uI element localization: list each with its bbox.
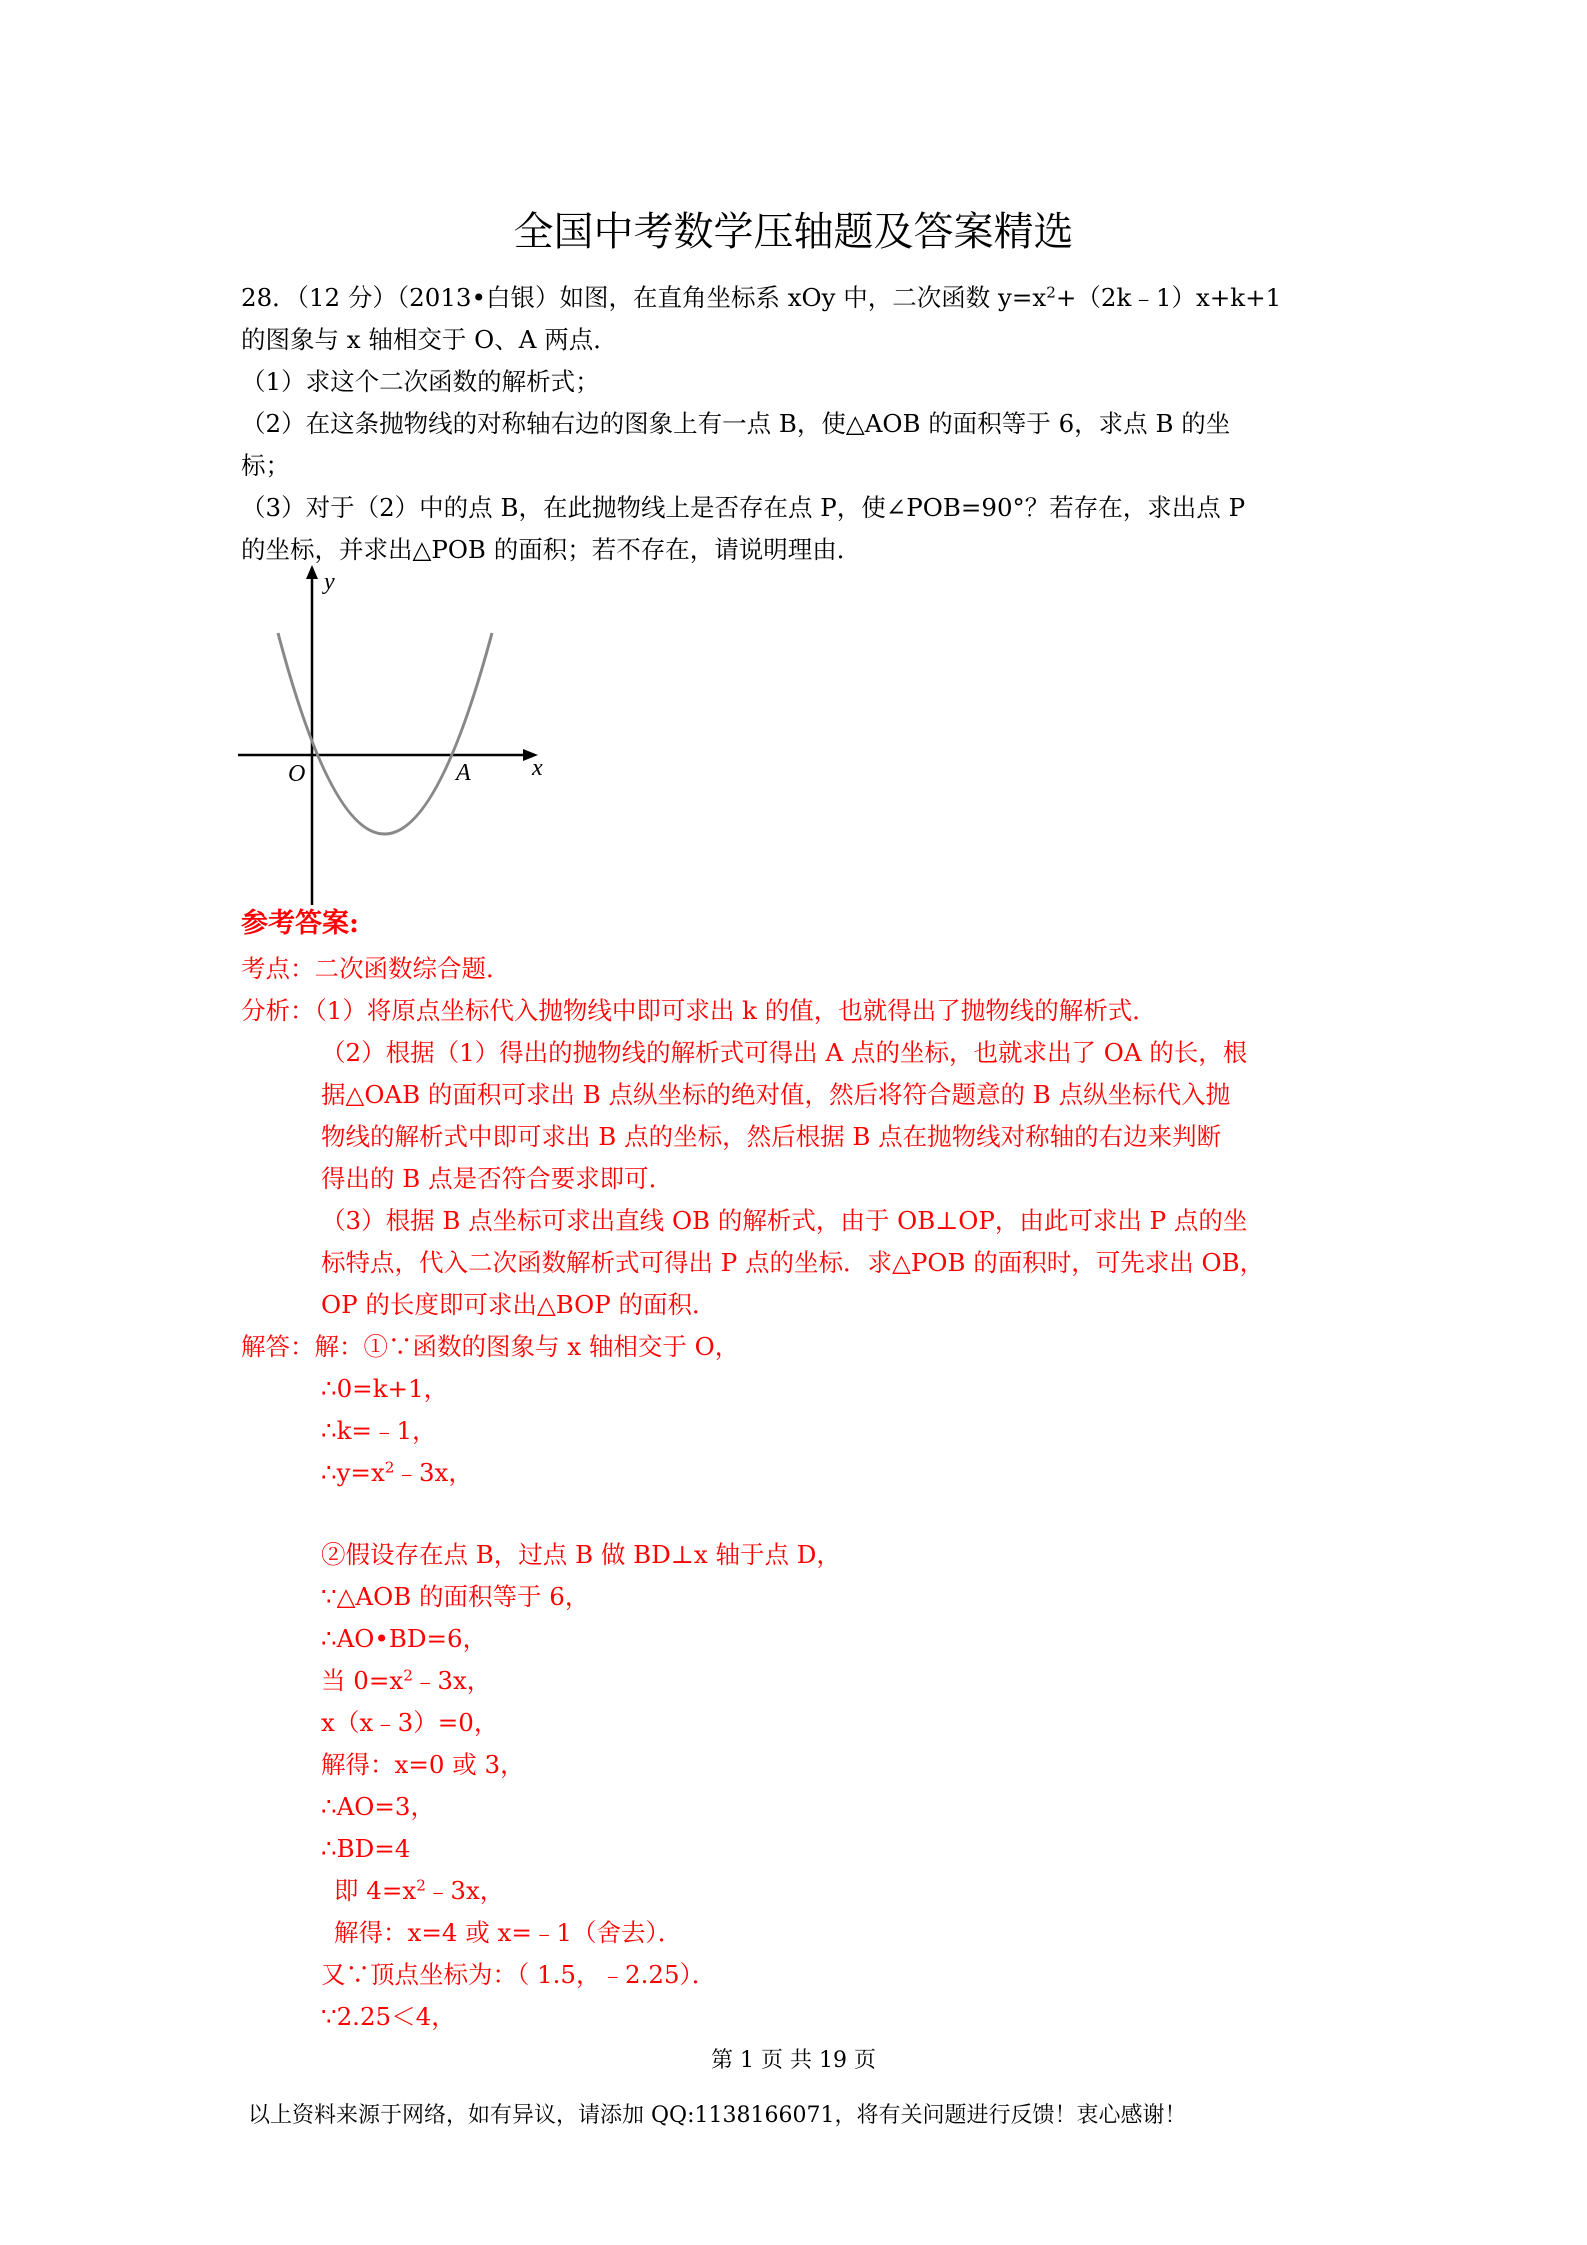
solution-step: ∵△AOB 的面积等于 6，	[321, 1582, 590, 1611]
page-number: 第 1 页 共 19 页	[711, 2048, 876, 2073]
question-line-1: 28．（12 分）（2013•白银）如图，在直角坐标系 xOy 中，二次函数 $y=x^2+(2k﹣1)x+k+1$	[241, 283, 1282, 312]
analysis-1: 分析：（1）将原点坐标代入抛物线中即可求出 k 的值，也就得出了抛物线的解析式．	[241, 996, 1157, 1025]
analysis-3-line-1: （3）根据 B 点坐标可求出直线 OB 的解析式，由于 OB⊥OP，由此可求出 P 点的坐	[321, 1206, 1248, 1235]
question-part-3-cont: 的坐标，并求出△POB 的面积；若不存在，请说明理由．	[241, 535, 862, 564]
solution-step: 当 $0=x^2﹣3x$，	[321, 1666, 492, 1695]
point-a-label: A	[456, 760, 471, 786]
analysis-2-line-1: （2）根据（1）得出的抛物线的解析式可得出 A 点的坐标，也就求出了 OA 的长，根	[321, 1038, 1248, 1067]
question-part-3: （3）对于（2）中的点 B，在此抛物线上是否存在点 P，使∠POB=90°？若存在，求出点 P	[241, 493, 1246, 522]
solution-step: ∴AO=3，	[321, 1792, 435, 1821]
parabola-curve	[278, 633, 492, 834]
solution-step: 解得：x=4 或 x=﹣1（舍去）．	[334, 1918, 683, 1947]
solution-step: 又∵顶点坐标为：（ 1.5，﹣2.25）．	[321, 1960, 717, 1989]
footer-note: 以上资料来源于网络，如有异议，请添加 QQ:1138166071，将有关问题进行反馈！衷心感谢！	[248, 2103, 1187, 2128]
analysis-3-line-2: 标特点，代入二次函数解析式可得出 P 点的坐标．求△POB 的面积时，可先求出 OB，	[321, 1248, 1265, 1277]
parabola-graph	[238, 565, 568, 910]
solution-step: $\therefore y=x^2﹣3x$，	[321, 1458, 473, 1487]
solution-step: x（x﹣3）=0，	[321, 1708, 499, 1737]
answer-heading: 参考答案:	[241, 908, 359, 939]
solution-intro: 解答：解：①∵函数的图象与 x 轴相交于 O，	[241, 1332, 740, 1361]
analysis-2-line-3: 物线的解析式中即可求出 B 点的坐标，然后根据 B 点在抛物线对称轴的右边来判断	[321, 1122, 1222, 1151]
solution-step: ∴k=﹣1，	[321, 1416, 437, 1445]
solution-step: ∵2.25＜4，	[321, 2002, 456, 2031]
question-part-1: （1）求这个二次函数的解析式；	[241, 367, 600, 396]
solution-step: ②假设存在点 B，过点 B 做 BD⊥x 轴于点 D，	[321, 1540, 841, 1569]
solution-step: ∴AO•BD=6，	[321, 1624, 488, 1653]
question-part-2: （2）在这条抛物线的对称轴右边的图象上有一点 B，使△AOB 的面积等于 6，求点 B 的坐	[241, 409, 1231, 438]
question-line-2: 的图象与 x 轴相交于 O、A 两点．	[241, 325, 618, 354]
analysis-3-line-3: OP 的长度即可求出△BOP 的面积．	[321, 1290, 717, 1319]
page-title: 全国中考数学压轴题及答案精选	[513, 209, 1074, 255]
x-axis-label: x	[532, 755, 543, 781]
solution-step: ∴BD=4	[321, 1834, 411, 1863]
analysis-2-line-2: 据△OAB 的面积可求出 B 点纵坐标的绝对值，然后将符合题意的 B 点纵坐标代入抛	[321, 1080, 1231, 1109]
question-part-2-cont: 标；	[241, 451, 290, 480]
y-axis-label: y	[324, 569, 335, 595]
solution-step: ∴0=k+1，	[321, 1374, 449, 1403]
analysis-2-line-4: 得出的 B 点是否符合要求即可．	[321, 1164, 674, 1193]
kaodian-line: 考点：二次函数综合题．	[241, 954, 511, 983]
solution-step: 即 $4=x^2﹣3x$，	[334, 1876, 505, 1905]
solution-step: 解得：x=0 或 3，	[321, 1750, 525, 1779]
y-axis-arrow	[306, 565, 318, 579]
origin-label: O	[288, 761, 306, 787]
